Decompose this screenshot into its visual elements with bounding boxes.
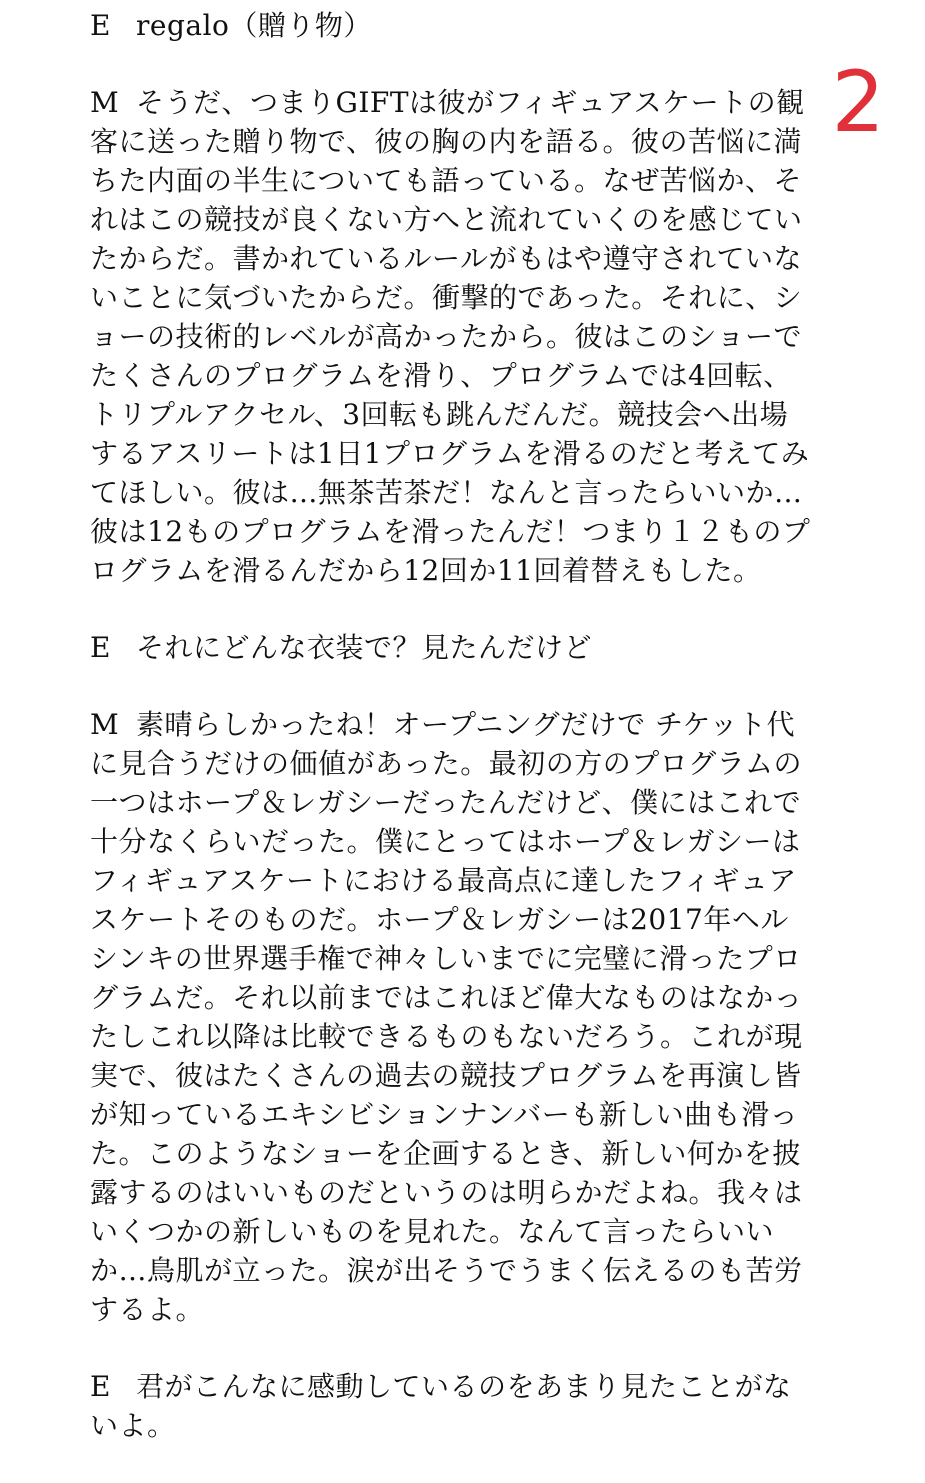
paragraph-text: それにどんな衣装で？見たんだけど [136,631,593,664]
speaker-label: E [90,1370,111,1403]
transcript-paragraph [90,1367,815,1445]
transcript-paragraph [90,83,815,590]
page-number: 2 [831,53,885,151]
transcript-paragraph [90,6,815,45]
speaker-label: E [90,9,111,42]
speaker-label: M [90,708,120,741]
paragraph-text: 素晴らしかったね！オープニングだけで チケット代に見合うだけの価値があった。最初の方のプログラムの一つはホープ＆レガシーだったんだけど、僕にはこれで十分なくらいだった。僕にとってはホープ＆レガシーはフィギュアスケートにおける最高点に達したフィギュアスケートそのものだ。ホープ＆レガシーは2017年ヘルシンキの世界選手権で神々しいまでに完璧に滑ったプログラムだ。それ以前まではこれほど偉大なものはなかったしこれ以降は比較できるものもないだろう。これが現実で、彼はたくさんの過去の競技プログラムを再演し皆が知っているエキシビションナンバーも新しい曲も滑った。このようなショーを企画するとき、新しい何かを披露するのはいいものだというのは明らかだよね。我々はいくつかの新しいものを見れた。なんて言ったらいいか…鳥肌が立った。涙が出そうでうまく伝えるのも苦労するよ。 [90,708,803,1326]
transcript-paragraph [90,705,815,1329]
paragraph-text: そうだ、つまりGIFTは彼がフィギュアスケートの観客に送った贈り物で、彼の胸の内を語る。彼の苦悩に満ちた内面の半生についても語っている。なぜ苦悩か、それはこの競技が良くない方へと流れていくのを感じていたからだ。書かれているルールがもはや遵守されていないことに気づいたからだ。衝撃的であった。それに、ショーの技術的レベルが高かったから。彼はこのショーでたくさんのプログラムを滑り、プログラムでは4回転、トリプルアクセル、3回転も跳んだんだ。競技会へ出場するアスリートは1日1プログラムを滑るのだと考えてみてほしい。彼は…無茶苦茶だ！なんと言ったらいいか…彼は12ものプログラムを滑ったんだ！つまり１２ものプログラムを滑るんだから12回か11回着替えもした。 [90,86,811,587]
speaker-label: M [90,86,120,119]
interview-transcript [90,6,815,1483]
speaker-label: E [90,631,111,664]
paragraph-text: regalo（贈り物） [136,9,372,42]
transcript-paragraph [90,628,815,667]
paragraph-text: 君がこんなに感動しているのをあまり見たことがないよ。 [90,1370,792,1442]
